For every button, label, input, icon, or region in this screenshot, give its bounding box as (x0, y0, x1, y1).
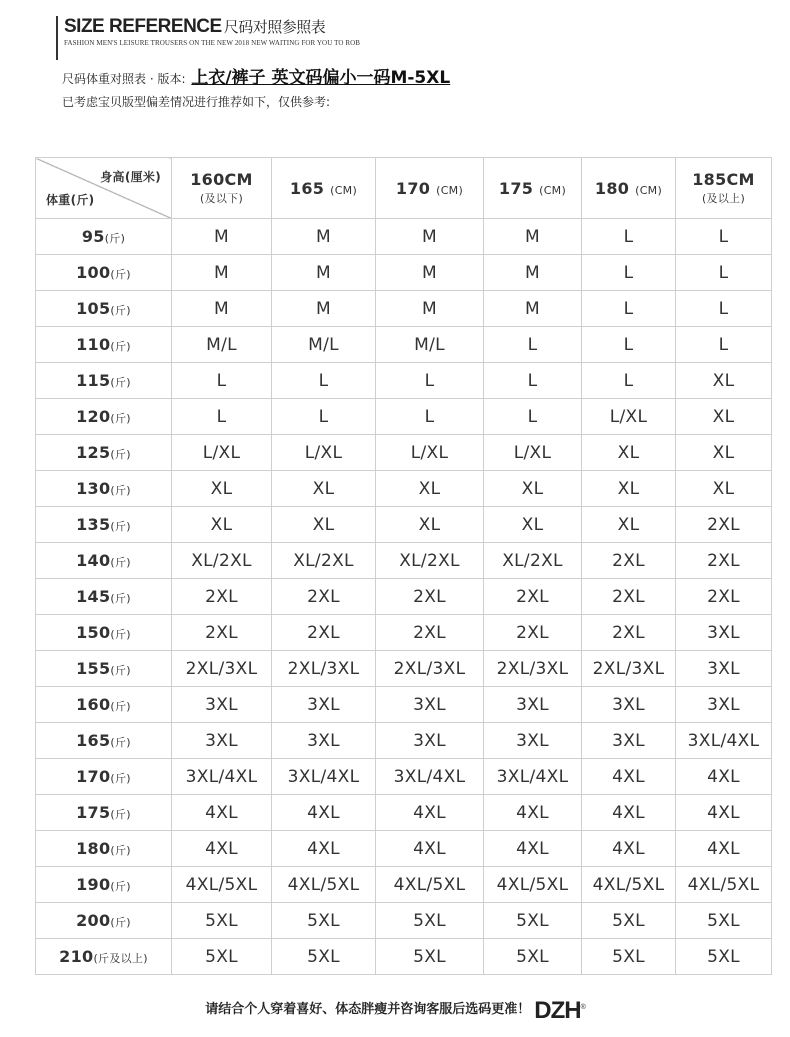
size-cell: 3XL (376, 687, 484, 723)
brand-logo-text: DZH (534, 997, 581, 1024)
size-cell: L (484, 327, 582, 363)
size-cell: 5XL (376, 939, 484, 975)
size-cell: XL (676, 363, 772, 399)
size-cell: 4XL (484, 831, 582, 867)
weight-value: 100 (76, 263, 111, 282)
size-cell: M (376, 219, 484, 255)
weight-row-header (36, 363, 172, 399)
corner-header-cell (36, 158, 172, 219)
size-cell: L (272, 363, 376, 399)
size-cell: M (172, 291, 272, 327)
weight-value: 140 (76, 551, 111, 570)
height-column-header (582, 158, 676, 219)
size-cell: 3XL/4XL (272, 759, 376, 795)
weight-unit: (斤) (110, 556, 131, 569)
table-row (36, 579, 772, 615)
size-cell: L/XL (272, 435, 376, 471)
header-title (64, 16, 476, 39)
size-cell: 3XL (172, 723, 272, 759)
weight-row-header (36, 867, 172, 903)
weight-row-header (36, 939, 172, 975)
table-row (36, 939, 772, 975)
table-row (36, 507, 772, 543)
table-row (36, 291, 772, 327)
size-cell: 3XL (172, 687, 272, 723)
size-cell: L (676, 327, 772, 363)
weight-row-header (36, 219, 172, 255)
size-cell: 4XL/5XL (172, 867, 272, 903)
size-cell: 4XL (272, 831, 376, 867)
size-cell: 5XL (376, 903, 484, 939)
recommendation-note: 已考虑宝贝版型偏差情况进行推荐如下，仅供参考: (62, 95, 331, 109)
size-cell: L (582, 219, 676, 255)
weight-value: 210 (59, 947, 94, 966)
size-cell: XL (484, 471, 582, 507)
weight-value: 170 (76, 767, 111, 786)
size-cell: 2XL (676, 507, 772, 543)
size-chart-table (35, 157, 772, 975)
weight-unit: (斤) (110, 844, 131, 857)
weight-unit: (斤) (110, 520, 131, 533)
table-row (36, 543, 772, 579)
version-line (62, 68, 450, 89)
weight-axis-label: 体重(斤) (46, 193, 95, 207)
size-cell: 5XL (484, 903, 582, 939)
size-cell: M (172, 255, 272, 291)
weight-row-header (36, 471, 172, 507)
weight-unit: (斤) (110, 808, 131, 821)
weight-unit: (斤) (110, 880, 131, 893)
size-cell: M (484, 255, 582, 291)
size-cell: 2XL (376, 579, 484, 615)
weight-row-header (36, 507, 172, 543)
version-prefix: 尺码体重对照表 · 版本: (62, 72, 186, 86)
weight-value: 165 (76, 731, 111, 750)
weight-unit: (斤) (110, 412, 131, 425)
size-cell: XL (484, 507, 582, 543)
size-cell: 2XL (376, 615, 484, 651)
weight-row-header (36, 543, 172, 579)
registered-mark: ® (580, 1004, 585, 1011)
size-cell: M (376, 291, 484, 327)
table-row (36, 687, 772, 723)
size-cell: XL (676, 399, 772, 435)
weight-value: 105 (76, 299, 111, 318)
size-cell: L (272, 399, 376, 435)
weight-unit: (斤) (110, 664, 131, 677)
size-cell: XL (272, 471, 376, 507)
size-cell: L (484, 363, 582, 399)
height-unit: (CM) (436, 183, 464, 197)
size-cell: 3XL (272, 687, 376, 723)
weight-value: 150 (76, 623, 111, 642)
weight-unit: (斤) (104, 232, 126, 245)
size-cell: 2XL (582, 579, 676, 615)
size-cell: 4XL (676, 795, 772, 831)
table-row (36, 219, 772, 255)
table-row (36, 435, 772, 471)
table-row (36, 363, 772, 399)
table-row (36, 471, 772, 507)
size-cell: XL (582, 507, 676, 543)
size-cell: 2XL (676, 579, 772, 615)
weight-value: 145 (76, 587, 111, 606)
height-value: 160CM (190, 170, 253, 189)
height-value: 165 (289, 178, 325, 198)
size-cell: 4XL (272, 795, 376, 831)
size-cell: L (676, 291, 772, 327)
weight-value: 200 (76, 911, 111, 930)
height-unit: (CM) (539, 183, 567, 197)
weight-value: 125 (76, 443, 111, 462)
size-cell: 4XL (676, 831, 772, 867)
weight-row-header (36, 831, 172, 867)
size-cell: 4XL/5XL (582, 867, 676, 903)
size-reference-header (56, 16, 476, 60)
size-cell: M (172, 219, 272, 255)
weight-value: 190 (76, 875, 111, 894)
height-note: (及以上) (701, 192, 746, 205)
table-row (36, 651, 772, 687)
size-cell: XL (272, 507, 376, 543)
size-cell: 2XL (676, 543, 772, 579)
size-cell: 3XL/4XL (676, 723, 772, 759)
size-cell: M/L (172, 327, 272, 363)
size-cell: 3XL/4XL (172, 759, 272, 795)
weight-row-header (36, 435, 172, 471)
size-cell: L (582, 327, 676, 363)
header-subtitle: FASHION MEN'S LEISURE TROUSERS ON THE NEW 2018 NEW WAITING FOR YOU TO ROB (64, 39, 361, 47)
size-cell: L (676, 219, 772, 255)
size-cell: 5XL (172, 939, 272, 975)
size-cell: XL/2XL (484, 543, 582, 579)
height-value: 185CM (692, 170, 755, 189)
height-column-header (376, 158, 484, 219)
size-cell: M (272, 219, 376, 255)
size-cell: XL/2XL (376, 543, 484, 579)
size-cell: L (484, 399, 582, 435)
weight-row-header (36, 723, 172, 759)
size-cell: XL (676, 435, 772, 471)
weight-unit: (斤) (110, 916, 131, 929)
size-cell: M (484, 291, 582, 327)
size-cell: 2XL (582, 615, 676, 651)
size-cell: 4XL (484, 795, 582, 831)
size-cell: L/XL (484, 435, 582, 471)
height-column-header (272, 158, 376, 219)
weight-unit: (斤) (110, 268, 131, 281)
size-cell: 5XL (582, 939, 676, 975)
weight-row-header (36, 795, 172, 831)
size-cell: M (272, 291, 376, 327)
weight-value: 95 (81, 227, 105, 246)
weight-value: 130 (76, 479, 111, 498)
size-cell: 3XL (272, 723, 376, 759)
size-cell: 4XL (582, 759, 676, 795)
weight-row-header (36, 291, 172, 327)
weight-unit: (斤) (110, 628, 131, 641)
size-cell: XL (172, 507, 272, 543)
weight-value: 135 (76, 515, 111, 534)
size-cell: 2XL/3XL (172, 651, 272, 687)
weight-unit: (斤) (110, 772, 131, 785)
weight-value: 160 (76, 695, 111, 714)
size-cell: XL (376, 471, 484, 507)
height-note: (及以下) (199, 192, 244, 205)
weight-row-header (36, 903, 172, 939)
table-row (36, 831, 772, 867)
size-cell: 2XL/3XL (376, 651, 484, 687)
size-cell: 2XL/3XL (484, 651, 582, 687)
size-cell: XL (376, 507, 484, 543)
size-cell: 4XL/5XL (376, 867, 484, 903)
table-row (36, 759, 772, 795)
weight-unit: (斤) (110, 304, 131, 317)
weight-unit: (斤) (110, 700, 131, 713)
size-cell: 3XL (484, 687, 582, 723)
weight-row-header (36, 327, 172, 363)
size-cell: 3XL (676, 615, 772, 651)
weight-value: 120 (76, 407, 111, 426)
size-cell: L (582, 291, 676, 327)
size-cell: 3XL (376, 723, 484, 759)
weight-row-header (36, 399, 172, 435)
weight-unit: (斤) (110, 448, 131, 461)
size-cell: 4XL/5XL (676, 867, 772, 903)
table-row (36, 615, 772, 651)
size-cell: 5XL (272, 939, 376, 975)
size-cell: 4XL (172, 831, 272, 867)
size-cell: 4XL/5XL (272, 867, 376, 903)
size-cell: L (172, 363, 272, 399)
size-cell: XL (582, 471, 676, 507)
height-column-header (676, 158, 772, 219)
size-cell: L (376, 363, 484, 399)
size-cell: L/XL (172, 435, 272, 471)
size-cell: 2XL (484, 615, 582, 651)
weight-row-header (36, 759, 172, 795)
size-cell: 3XL/4XL (484, 759, 582, 795)
size-cell: 2XL (172, 579, 272, 615)
weight-unit: (斤) (110, 736, 131, 749)
height-unit: (CM) (330, 183, 358, 197)
table-row (36, 867, 772, 903)
brand-logo (534, 997, 585, 1024)
size-cell: 5XL (676, 939, 772, 975)
size-cell: M (272, 255, 376, 291)
weight-value: 155 (76, 659, 111, 678)
table-row (36, 327, 772, 363)
size-cell: 3XL (582, 687, 676, 723)
height-column-header (172, 158, 272, 219)
header-title-cn: 尺码对照参照表 (223, 19, 326, 36)
size-cell: 4XL (376, 795, 484, 831)
table-row (36, 795, 772, 831)
weight-row-header (36, 255, 172, 291)
height-unit: (CM) (635, 183, 663, 197)
height-axis-label: 身高(厘米) (100, 170, 161, 184)
weight-row-header (36, 615, 172, 651)
header-title-en: SIZE REFERENCE (64, 16, 222, 37)
weight-unit: (斤) (110, 484, 131, 497)
size-cell: 5XL (582, 903, 676, 939)
size-cell: XL (582, 435, 676, 471)
size-cell: 2XL (272, 579, 376, 615)
height-header-row (36, 158, 772, 219)
size-cell: 4XL (582, 795, 676, 831)
size-cell: M/L (376, 327, 484, 363)
size-cell: L (376, 399, 484, 435)
size-cell: 4XL (376, 831, 484, 867)
size-cell: 4XL (582, 831, 676, 867)
size-cell: 4XL/5XL (484, 867, 582, 903)
weight-unit: (斤) (110, 376, 131, 389)
size-cell: 3XL (676, 687, 772, 723)
size-cell: 4XL (172, 795, 272, 831)
size-cell: 3XL (484, 723, 582, 759)
size-chart-body (36, 158, 772, 975)
size-cell: L (582, 255, 676, 291)
size-cell: 5XL (676, 903, 772, 939)
size-cell: XL (172, 471, 272, 507)
size-cell: 2XL (484, 579, 582, 615)
table-row (36, 255, 772, 291)
size-cell: L/XL (582, 399, 676, 435)
table-row (36, 903, 772, 939)
weight-row-header (36, 579, 172, 615)
size-cell: 5XL (172, 903, 272, 939)
weight-unit: (斤及以上) (93, 952, 148, 965)
size-cell: XL (676, 471, 772, 507)
size-cell: M (484, 219, 582, 255)
table-row (36, 399, 772, 435)
size-cell: 4XL (676, 759, 772, 795)
weight-value: 115 (76, 371, 111, 390)
size-cell: 2XL/3XL (272, 651, 376, 687)
size-cell: 2XL/3XL (582, 651, 676, 687)
size-cell: M/L (272, 327, 376, 363)
height-value: 180 (594, 178, 630, 198)
size-cell: 5XL (272, 903, 376, 939)
weight-value: 180 (76, 839, 111, 858)
size-cell: 3XL (676, 651, 772, 687)
weight-row-header (36, 651, 172, 687)
footer (0, 994, 790, 1025)
weight-unit: (斤) (110, 340, 131, 353)
size-cell: 2XL (582, 543, 676, 579)
weight-value: 110 (76, 335, 111, 354)
size-cell: 2XL (172, 615, 272, 651)
weight-row-header (36, 687, 172, 723)
size-cell: 5XL (484, 939, 582, 975)
size-cell: 2XL (272, 615, 376, 651)
version-value: 上衣/裤子 英文码偏小一码M-5XL (191, 68, 451, 88)
size-cell: L/XL (376, 435, 484, 471)
size-cell: M (376, 255, 484, 291)
size-cell: XL/2XL (272, 543, 376, 579)
weight-unit: (斤) (110, 592, 131, 605)
table-row (36, 723, 772, 759)
size-cell: XL/2XL (172, 543, 272, 579)
size-cell: L (676, 255, 772, 291)
size-cell: L (172, 399, 272, 435)
size-cell: 3XL/4XL (376, 759, 484, 795)
height-column-header (484, 158, 582, 219)
size-cell: L (582, 363, 676, 399)
height-value: 170 (395, 178, 431, 198)
footer-text: 请结合个人穿着喜好、体态胖瘦并咨询客服后选码更准！ (205, 1002, 531, 1017)
height-value: 175 (498, 178, 534, 198)
size-cell: 3XL (582, 723, 676, 759)
weight-value: 175 (76, 803, 111, 822)
